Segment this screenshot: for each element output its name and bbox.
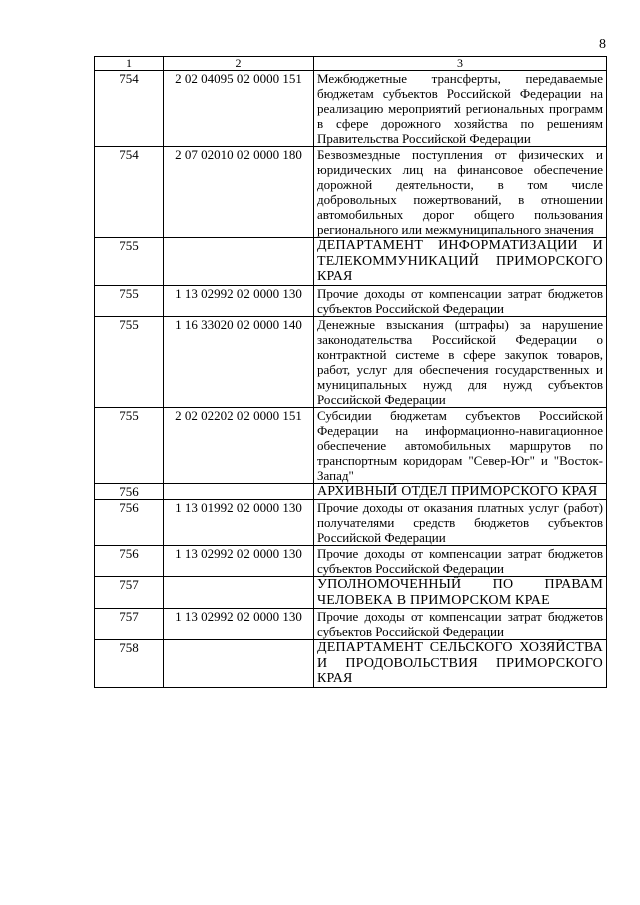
description-cell: Субсидии бюджетам субъектов Российской Федерации на информационно-навигационное обеспечение автомобильных маршрутов по транспортным коридорам "Север-Юг" и "Восток-Запад" — [314, 407, 607, 483]
admin-code-cell: 755 — [95, 285, 164, 316]
admin-code-cell: 756 — [95, 483, 164, 500]
budget-code-cell: 2 02 04095 02 0000 151 — [164, 71, 314, 147]
table-row — [95, 71, 607, 147]
table-header-row — [95, 57, 607, 71]
budget-code-cell: 1 13 02992 02 0000 130 — [164, 609, 314, 640]
department-name-cell: УПОЛНОМОЧЕННЫЙ ПО ПРАВАМ ЧЕЛОВЕКА В ПРИМОРСКОМ КРАЕ — [314, 577, 607, 609]
budget-code-cell — [164, 483, 314, 500]
admin-code-cell: 756 — [95, 500, 164, 546]
page-number: 8 — [599, 37, 606, 52]
admin-code-cell: 757 — [95, 577, 164, 609]
budget-code-cell: 1 13 01992 02 0000 130 — [164, 500, 314, 546]
table-row — [95, 483, 607, 500]
column-header-admin: 1 — [95, 57, 164, 71]
admin-code-cell: 755 — [95, 407, 164, 483]
admin-code-cell: 755 — [95, 238, 164, 286]
department-name-cell: АРХИВНЫЙ ОТДЕЛ ПРИМОРСКОГО КРАЯ — [314, 483, 607, 500]
table-row — [95, 546, 607, 577]
admin-code-cell: 757 — [95, 609, 164, 640]
table-row — [95, 147, 607, 238]
table-row — [95, 407, 607, 483]
admin-code-cell: 755 — [95, 316, 164, 407]
admin-code-cell: 754 — [95, 147, 164, 238]
description-cell: Денежные взыскания (штрафы) за нарушение законодательства Российской Федерации о контрактной системе в сфере закупок товаров, работ, услуг для обеспечения государственных и муниципальных нужд для нужд субъектов Российской Федерации — [314, 316, 607, 407]
budget-revenue-table — [94, 56, 607, 688]
budget-code-cell: 2 07 02010 02 0000 180 — [164, 147, 314, 238]
table-row — [95, 640, 607, 688]
budget-code-cell — [164, 640, 314, 688]
description-cell: Прочие доходы от компенсации затрат бюджетов субъектов Российской Федерации — [314, 285, 607, 316]
column-header-description: 3 — [314, 57, 607, 71]
department-name-cell: ДЕПАРТАМЕНТ ИНФОРМАТИЗАЦИИ И ТЕЛЕКОММУНИКАЦИЙ ПРИМОРСКОГО КРАЯ — [314, 238, 607, 286]
budget-code-cell — [164, 238, 314, 286]
table-row — [95, 285, 607, 316]
budget-code-cell — [164, 577, 314, 609]
column-header-code: 2 — [164, 57, 314, 71]
description-cell: Прочие доходы от компенсации затрат бюджетов субъектов Российской Федерации — [314, 609, 607, 640]
admin-code-cell: 758 — [95, 640, 164, 688]
budget-code-cell: 1 13 02992 02 0000 130 — [164, 546, 314, 577]
table-row — [95, 238, 607, 286]
budget-code-cell: 1 13 02992 02 0000 130 — [164, 285, 314, 316]
department-name-cell: ДЕПАРТАМЕНТ СЕЛЬСКОГО ХОЗЯЙСТВА И ПРОДОВОЛЬСТВИЯ ПРИМОРСКОГО КРАЯ — [314, 640, 607, 688]
budget-code-cell: 2 02 02202 02 0000 151 — [164, 407, 314, 483]
description-cell: Межбюджетные трансферты, передаваемые бюджетам субъектов Российской Федерации на реализацию мероприятий региональных программ в сфере дорожного хозяйства по решениям Правительства Российской Федерации — [314, 71, 607, 147]
table-row — [95, 609, 607, 640]
table-row — [95, 577, 607, 609]
description-cell: Прочие доходы от компенсации затрат бюджетов субъектов Российской Федерации — [314, 546, 607, 577]
description-cell: Безвозмездные поступления от физических и юридических лиц на финансовое обеспечение дорожной деятельности, в том числе добровольных пожертвований, в отношении автомобильных дорог общего пользования регионального или межмуниципального значения — [314, 147, 607, 238]
table-row — [95, 500, 607, 546]
admin-code-cell: 756 — [95, 546, 164, 577]
table-row — [95, 316, 607, 407]
budget-code-cell: 1 16 33020 02 0000 140 — [164, 316, 314, 407]
admin-code-cell: 754 — [95, 71, 164, 147]
description-cell: Прочие доходы от оказания платных услуг (работ) получателями средств бюджетов субъектов Российской Федерации — [314, 500, 607, 546]
